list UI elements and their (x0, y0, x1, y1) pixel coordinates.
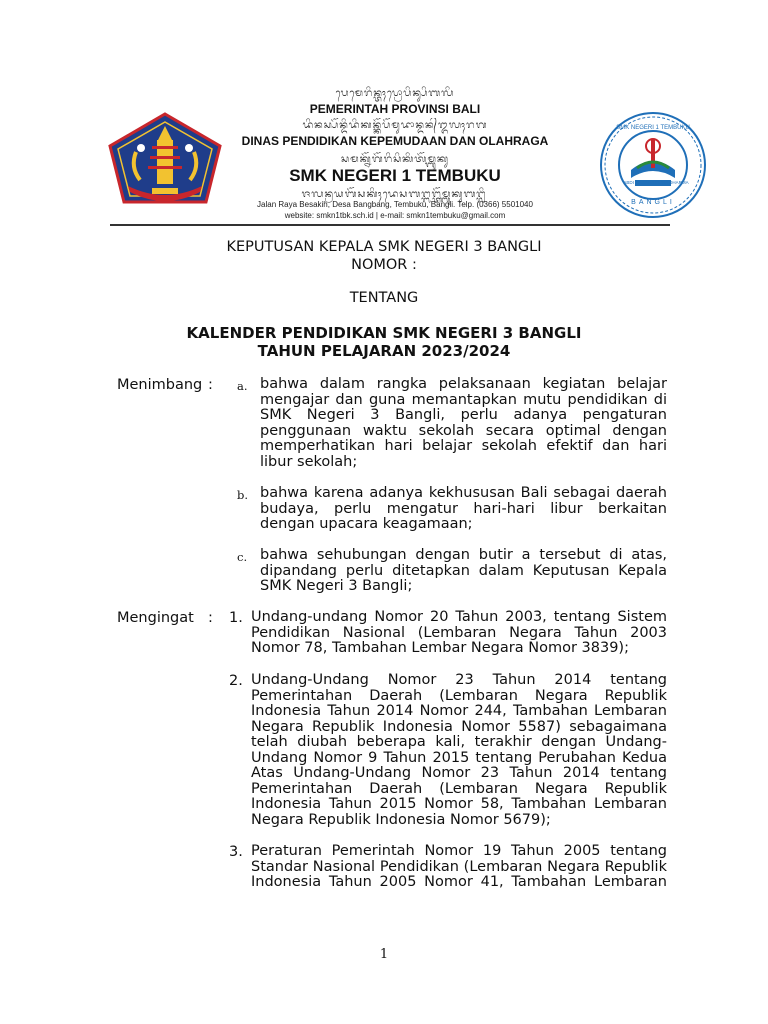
page-number: 1 (379, 947, 389, 962)
school-logo-text-bottom: BANGLI (631, 199, 675, 206)
mengingat-item-2: Undang-Undang Nomor 23 Tahun 2014 tentang Pemerintahan Daerah (Lembaran Negara Republik Indonesia Tahun 2014 Nomor 244, Tambahan Lembaran Negara Republik Indonesia Nomor 5587) sebagaimana telah diubah beberapa kali, terakhir dengan Undang-Undang Nomor 9 Tahun 2015 tentang Perubahan Kedua Atas Undang-Undang Nomor 23 Tahun 2014 tentang Pemerintahan Daerah (Lembaran Negara Republik Indonesia Tahun 2015 Nomor 58, Tambahan Lembaran Negara Republik Indonesia Nomor 5679); (251, 672, 667, 828)
menimbang-marker-b: b. (237, 488, 249, 502)
balinese-script-line-1: ᬧᬾᬫᬾᬭᬶᬦ᭄ᬢᬄᬧ᭄ᬭᭀᬧᬶᬦ᭄ᬲᬶᬩᬮᬶ (335, 88, 455, 99)
menimbang-colon: : (208, 377, 213, 393)
menimbang-item-b: bahwa karena adanya kekhususan Bali sebagai daerah budaya, perlu mengatur hari-hari libur berkaitan dengan upacara keagamaan; (260, 485, 667, 532)
mengingat-item-1: Undang-undang Nomor 20 Tahun 2003, tentang Sistem Pendidikan Nasional (Lembaran Negara Tahun 2003 Nomor 78, Tambahan Lembar Negara Nomor 3839); (251, 609, 667, 656)
decree-title-line-1: KALENDER PENDIDIKAN SMK NEGERI 3 BANGLI (186, 324, 582, 342)
mengingat-marker-1: 1. (229, 610, 243, 626)
menimbang-item-c: bahwa sehubungan dengan butir a tersebut di atas, dipandang perlu ditetapkan dalam Keputusan Kepala SMK Negeri 3 Bangli; (260, 547, 667, 594)
school-name: SMK NEGERI 1 TEMBUKU (289, 166, 501, 185)
department-name: DINAS PENDIDIKAN KEPEMUDAAN DAN OLAHRAGA (241, 134, 549, 148)
decree-heading: KEPUTUSAN KEPALA SMK NEGERI 3 BANGLI (226, 239, 542, 255)
mengingat-colon: : (208, 610, 213, 626)
government-name: PEMERINTAH PROVINSI BALI (309, 102, 481, 116)
bali-province-emblem (108, 112, 222, 214)
balinese-script-line-4: ᬚᬮᬦ᭄ᬭᬬᬩᭂᬲᬓᬶᬄᬤᬾᬲᬩᬗ᭄ᬩᬗ᭄ᬢᭂᬫ᭄ᬩᬸᬓᬸᬩᬗ᭄ᬮᬶ (301, 189, 489, 200)
school-logo-motto: ABDI NAGARA GUNA DHARMA (623, 180, 689, 185)
decree-about: TENTANG (349, 290, 419, 306)
menimbang-marker-a: a. (237, 379, 248, 393)
school-contact: website: smkn1tbk.sch.id | e-mail: smkn1tembuku@gmail.com (284, 211, 506, 220)
mengingat-marker-3: 3. (229, 844, 243, 860)
mengingat-label: Mengingat (117, 610, 194, 626)
menimbang-marker-c: c. (237, 550, 248, 564)
menimbang-item-a: bahwa dalam rangka pelaksanaan kegiatan belajar mengajar dan guna memantapkan mutu pendidikan di SMK Negeri 3 Bangli, perlu adanya pengaturan penggunaan waktu sekolah secara optimal dengan memperhatikan hari belajar sekolah efektif dan hari libur sekolah; (260, 376, 667, 470)
letterhead-divider (110, 224, 670, 226)
school-address: Jalan Raya Besakih, Desa Bangbang, Tembuku, Bangli. Telp. (0366) 5501040 (257, 200, 533, 209)
mengingat-item-3: Peraturan Pemerintah Nomor 19 Tahun 2005 tentang Standar Nasional Pendidikan (Lembaran Negara Republik Indonesia Tahun 2005 Nomor 41, Tambahan Lembaran (251, 843, 667, 890)
menimbang-label: Menimbang (117, 377, 203, 393)
balinese-script-line-3: ᬲᬫᬓ᭄ᬦᭂᬕᭂᬭᬶᬲᬶᬓᬶᬢᭂᬫ᭄ᬩᬸᬓᬸ (341, 154, 449, 165)
mengingat-marker-2: 2. (229, 673, 243, 689)
school-logo-text-top: SMK NEGERI 1 TEMBUKU (616, 125, 690, 131)
decree-title-line-2: TAHUN PELAJARAN 2023/2024 (257, 342, 511, 360)
balinese-script-line-2: ᬤᬶᬦᬲ᭄ᬧᭂᬦ᭄ᬤᬶᬤᬶᬓᬦ᭄ᬓᭂᬧᭂᬫᬸᬤᬵᬦ᭄ᬤᬦ᭄ᬑᬮᬄᬭᬕ (302, 120, 488, 131)
decree-number: NOMOR : (351, 257, 417, 273)
